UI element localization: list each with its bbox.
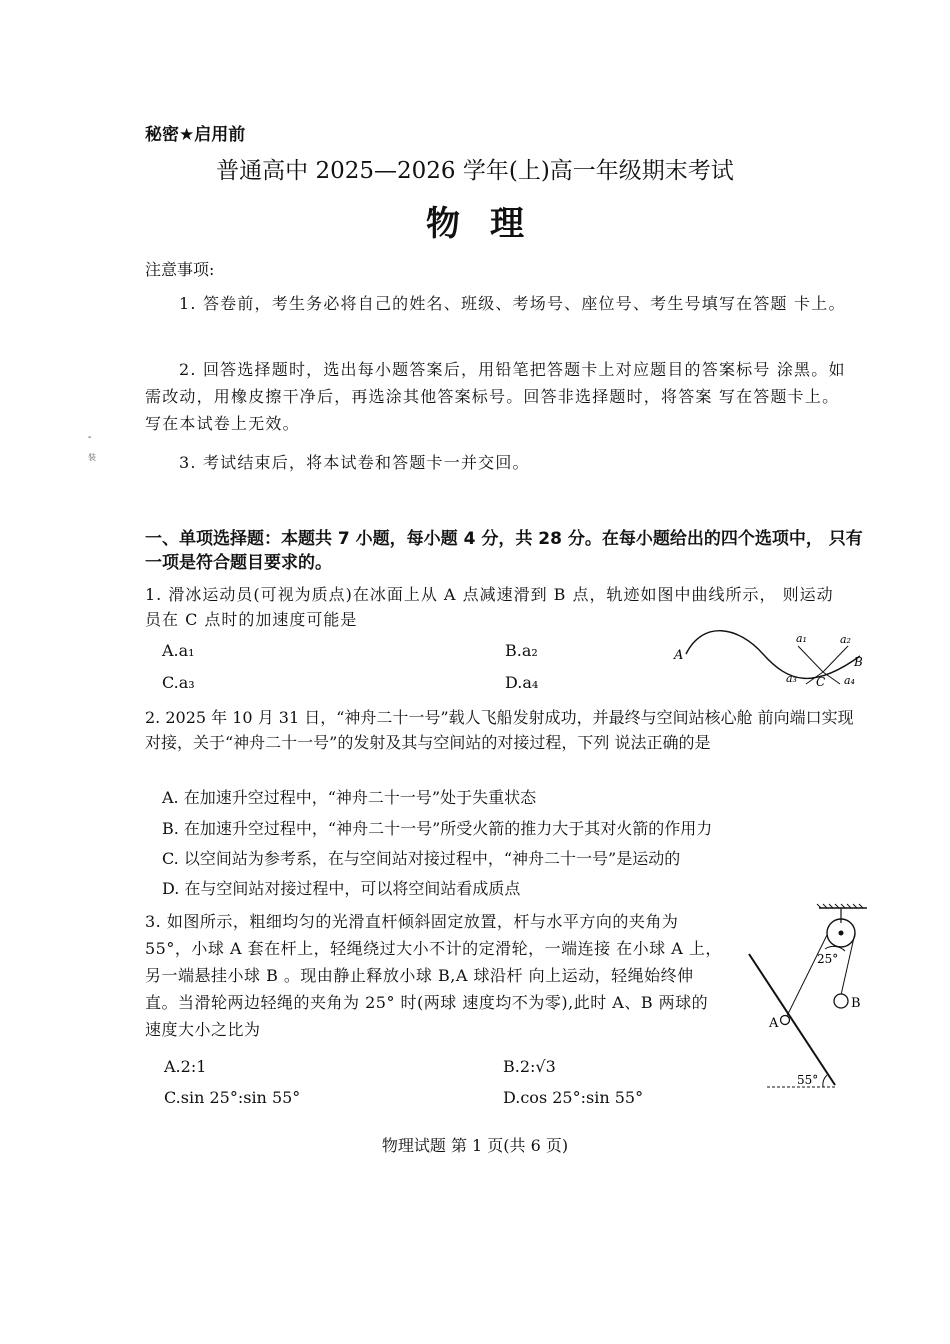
q2-option-c: C. 以空间站为参考系，在与空间站对接过程中，“神舟二十一号”是运动的 [162, 849, 681, 868]
label-ball-a: A [769, 1016, 779, 1031]
q2-option-d: D. 在与空间站对接过程中，可以将空间站看成质点 [162, 879, 521, 898]
angle-label-55: 55° [797, 1073, 819, 1087]
page-footer: 物理试题 第 1 页(共 6 页) [381, 1136, 569, 1155]
label-c: C [816, 675, 826, 689]
rope-to-a [785, 935, 827, 1020]
q3-option-a: A.2:1 [164, 1057, 207, 1076]
label-a2: a₂ [840, 633, 851, 646]
pulley-axle [839, 931, 844, 936]
confidential-mark: 秘密★启用前 [145, 125, 246, 145]
ball-a [781, 1016, 790, 1025]
q3-pulley-figure [745, 903, 870, 1093]
q2-option-b: B. 在加速升空过程中，“神舟二十一号”所受火箭的推力大于其对火箭的作用力 [162, 819, 713, 838]
subject-title: 物理 [426, 204, 554, 244]
label-b: B [854, 655, 863, 669]
notice-heading: 注意事项: [145, 260, 215, 279]
notice-item-3: 3. 考试结束后，将本试卷和答题卡一并交回。 [179, 453, 530, 472]
question-3-stem: 3. 如图所示，粗细均匀的光滑直杆倾斜固定放置，杆与水平方向的夹角为 55°，小球 A 套在杆上，轻绳绕过大小不计的定滑轮，一端连接 在小球 A 上，另一端悬挂小球 B 。现由静止释放小球 B,A 球沿杆 向上运动，轻绳始终伸直。当滑轮两边轻绳的夹角为 25° 时(两球 速度均不为零),此时 A、B 两球的速度大小之比为 [145, 912, 722, 1039]
q2-option-a: A. 在加速升空过程中，“神舟二十一号”处于失重状态 [162, 788, 537, 807]
notice-item-2: 2. 回答选择题时，选出每小题答案后，用铅笔把答题卡上对应题目的答案标号 涂黑。如需改动，用橡皮擦干净后，再选涂其他答案标号。回答非选择题时，将答案 写在答题卡上。写在本试卷上无效。 [145, 360, 846, 433]
a4-arrow [823, 672, 840, 684]
ball-b [834, 994, 848, 1008]
q3-option-c: C.sin 25°:sin 55° [164, 1088, 301, 1107]
label-ball-b: B [851, 996, 861, 1011]
q1-option-b: B.a₂ [505, 641, 538, 660]
inclined-rod [749, 954, 835, 1085]
q1-trajectory-figure [668, 628, 864, 692]
notice-item-1: 1. 答卷前，考生务必将自己的姓名、班级、考场号、座位号、考生号填写在答题 卡上。 [179, 294, 846, 313]
q1-option-c: C.a₃ [162, 673, 195, 692]
binding-mark-char: 装 [88, 453, 96, 462]
label-a: A [674, 648, 684, 663]
question-2-stem: 2. 2025 年 10 月 31 日，“神舟二十一号”载人飞船发射成功，并最终与空间站核心舱 前向端口实现对接，关于“神舟二十一号”的发射及其与空间站的对接过程，下列 说法正确的是 [145, 708, 854, 752]
q3-option-d: D.cos 25°:sin 55° [503, 1088, 644, 1107]
a2-arrow [823, 646, 848, 672]
angle-arc-55 [823, 1075, 827, 1087]
rope-to-b [841, 933, 855, 995]
trajectory-curve [686, 631, 860, 679]
q1-option-d: D.a₄ [505, 673, 539, 692]
q3-option-b: B.2:√3 [503, 1057, 556, 1076]
a1-arrow [798, 646, 823, 672]
angle-label-25: 25° [817, 952, 839, 966]
label-a4: a₄ [844, 674, 855, 687]
label-a3: a₃ [786, 672, 797, 685]
q1-option-a: A.a₁ [162, 641, 195, 660]
question-1-stem: 1. 滑冰运动员(可视为质点)在冰面上从 A 点减速滑到 B 点，轨迹如图中曲线所示， 则运动员在 C 点时的加速度可能是 [145, 585, 834, 629]
label-a1: a₁ [796, 632, 807, 645]
section-title: 一、单项选择题：本题共 7 小题，每小题 4 分，共 28 分。在每小题给出的四个选项中， 只有一项是符合题目要求的。 [145, 529, 863, 573]
exam-title: 普通高中 2025—2026 学年(上)高一年级期末考试 [216, 158, 734, 184]
binding-mark: - [88, 432, 92, 443]
